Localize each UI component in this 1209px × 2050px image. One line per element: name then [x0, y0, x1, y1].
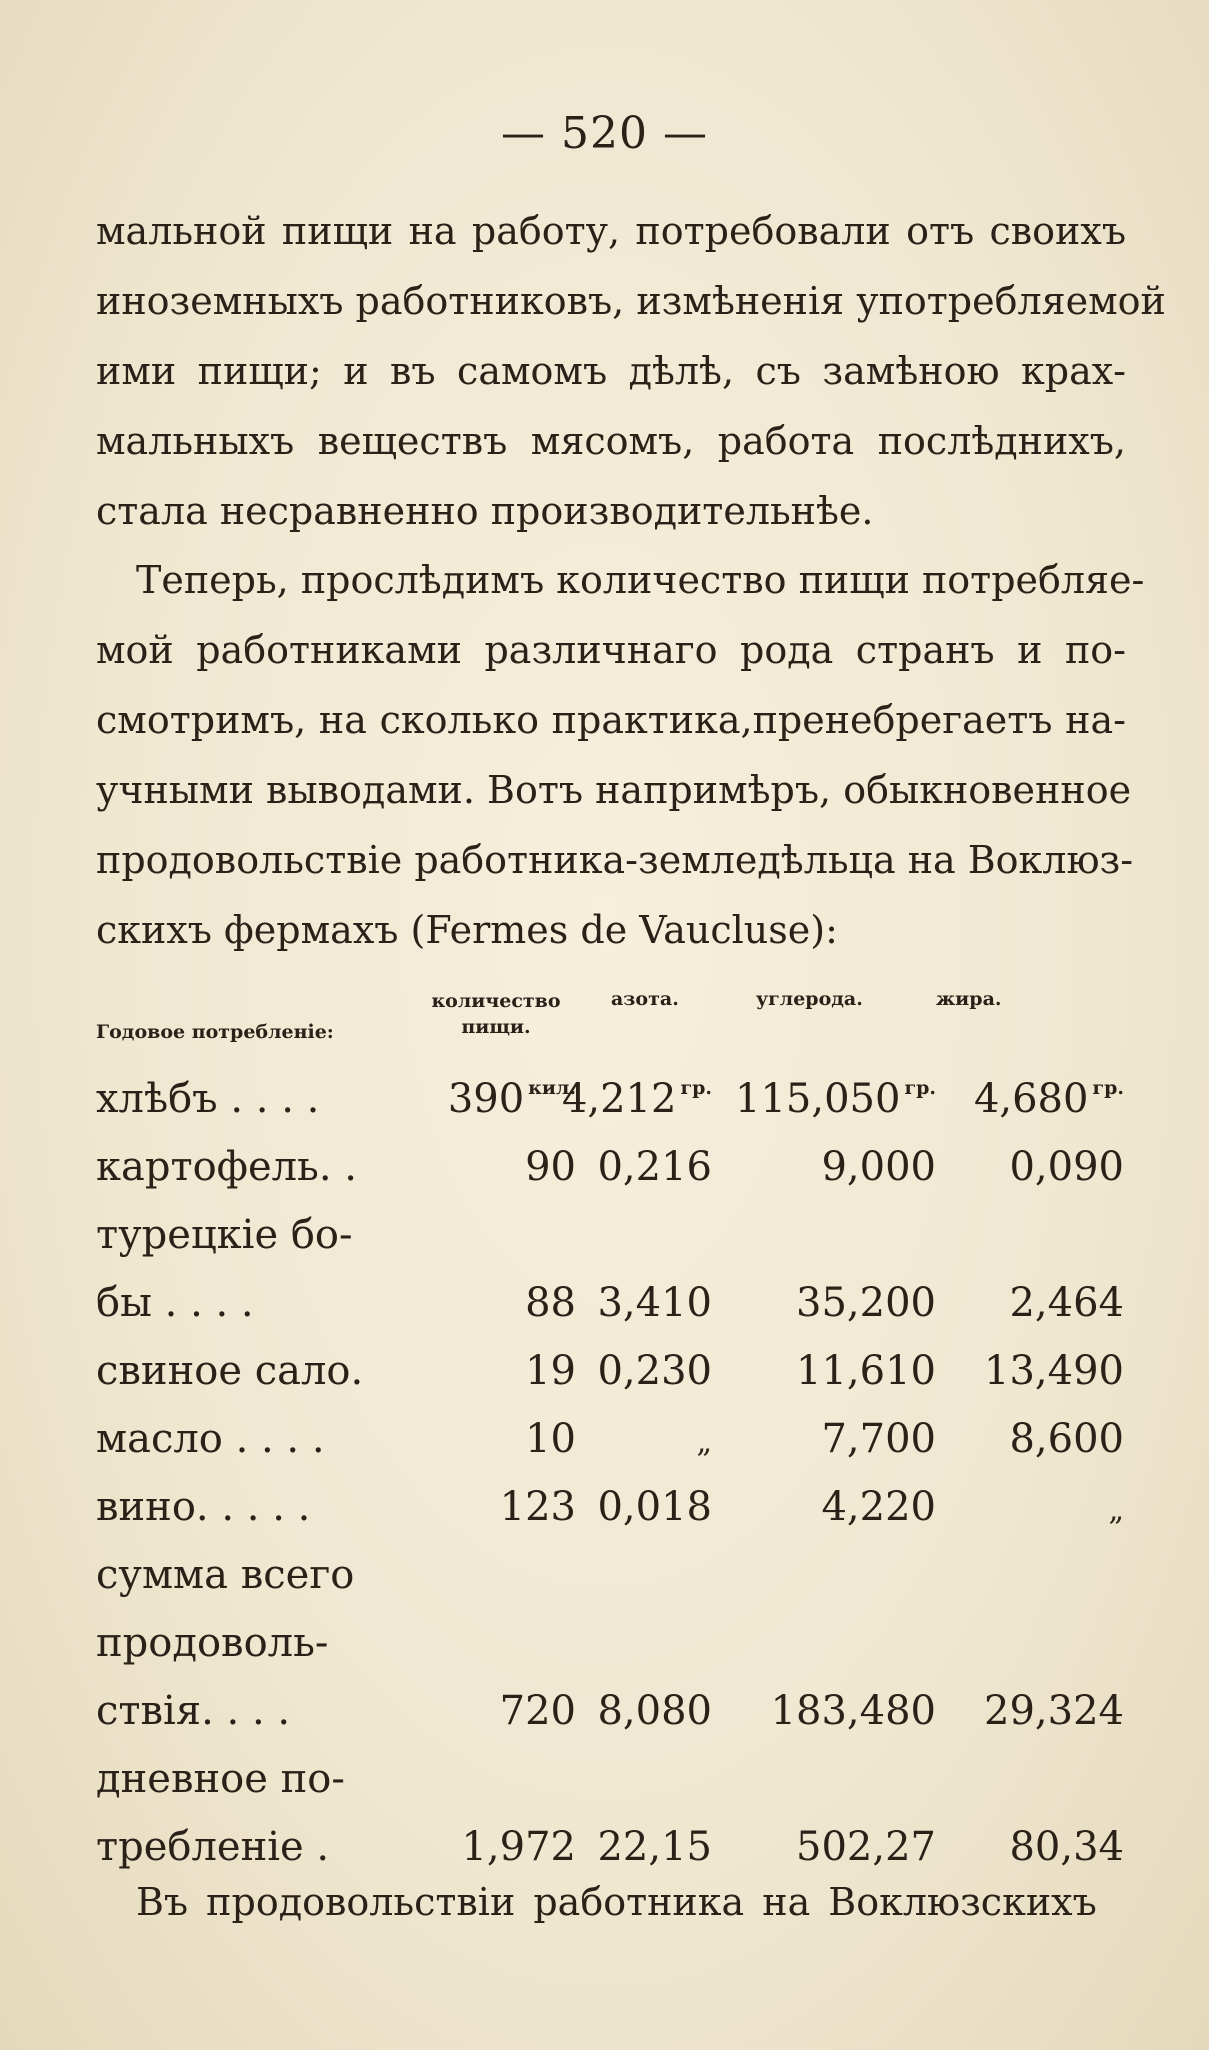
text-line: продовольствіе работника-земледѣльца на Воклюз- — [96, 838, 1134, 882]
unit-label: гр. — [680, 1077, 712, 1099]
text-line: мальной пищи на работу, потребовали отъ своихъ — [96, 209, 1126, 253]
row-label: картофель. . — [96, 1144, 357, 1190]
cell-carbon — [796, 1348, 936, 1394]
cell-nitrogen-value: 22,15 — [597, 1824, 712, 1870]
cell-fat-value: 2,464 — [1009, 1280, 1124, 1326]
header-quantity-line2: пищи. — [461, 1016, 531, 1038]
table-row — [96, 1204, 1136, 1272]
text-line: смотримъ, на сколько практика,пренебрегаетъ на- — [96, 698, 1126, 742]
table-row — [96, 1748, 1136, 1816]
header-quantity-line1: количество — [431, 990, 561, 1012]
cell-quantity-value: 390 — [447, 1076, 525, 1122]
row-label: ствія. . . . — [96, 1688, 291, 1734]
cell-fat-value: 80,34 — [1009, 1824, 1124, 1870]
cell-quantity-value: 90 — [525, 1144, 576, 1190]
cell-carbon — [771, 1688, 936, 1734]
cell-quantity-value: 88 — [525, 1280, 576, 1326]
cell-nitrogen — [597, 1824, 712, 1870]
cell-carbon — [821, 1144, 936, 1190]
cell-nitrogen — [562, 1076, 712, 1122]
cell-fat — [984, 1688, 1124, 1734]
cell-nitrogen — [597, 1348, 712, 1394]
text-line: стала несравненно производительнѣе. — [96, 489, 874, 533]
unit-label: кил. — [528, 1077, 576, 1099]
cell-carbon-value: 35,200 — [796, 1280, 936, 1326]
cell-quantity — [500, 1484, 576, 1530]
cell-carbon — [821, 1416, 936, 1462]
row-label: турецкіе бо- — [96, 1212, 353, 1258]
cell-nitrogen-value: 0,230 — [597, 1348, 712, 1394]
cell-nitrogen-value: „ — [696, 1425, 712, 1460]
row-label: масло . . . . — [96, 1416, 325, 1462]
table-row — [96, 1680, 1136, 1748]
cell-carbon — [796, 1280, 936, 1326]
row-label: продоволь- — [96, 1620, 329, 1666]
unit-label: гр. — [904, 1077, 936, 1099]
table-row — [96, 1612, 1136, 1680]
cell-fat — [1009, 1144, 1124, 1190]
cell-fat — [1009, 1824, 1124, 1870]
text-line: мальныхъ веществъ мясомъ, работа послѣднихъ, — [96, 419, 1126, 463]
cell-carbon — [821, 1484, 936, 1530]
cell-fat — [974, 1076, 1124, 1122]
cell-fat-value: 13,490 — [984, 1348, 1124, 1394]
cell-quantity-value: 720 — [499, 1688, 576, 1734]
row-label: вино. . . . . — [96, 1484, 311, 1530]
cell-nitrogen — [696, 1416, 712, 1462]
cell-nitrogen-value: 8,080 — [597, 1688, 712, 1734]
cell-carbon-value: 4,220 — [821, 1484, 936, 1530]
cell-quantity — [525, 1144, 576, 1190]
unit-label: гр. — [1092, 1077, 1124, 1099]
cell-quantity — [525, 1348, 576, 1394]
cell-carbon-value: 183,480 — [770, 1688, 936, 1734]
table-row — [96, 1476, 1136, 1544]
header-annual-consumption: Годовое потребленіе: — [96, 1021, 334, 1043]
text-line: Теперь, прослѣдимъ количество пищи потребляе- — [136, 558, 1145, 602]
table-row — [96, 1816, 1136, 1884]
table-row — [96, 1272, 1136, 1340]
text-line: ими пищи; и въ самомъ дѣлѣ, съ замѣною крах- — [96, 349, 1126, 393]
header-fat: жира. — [936, 988, 1002, 1010]
cell-nitrogen-value: 3,410 — [597, 1280, 712, 1326]
cell-quantity — [448, 1076, 576, 1122]
table-header — [96, 988, 1136, 1068]
row-label: дневное по- — [96, 1756, 345, 1802]
cell-carbon-value: 11,610 — [796, 1348, 936, 1394]
cell-nitrogen — [597, 1144, 712, 1190]
text-line: скихъ фермахъ (Fermes de Vaucluse): — [96, 908, 838, 952]
table-row — [96, 1136, 1136, 1204]
header-nitrogen: азота. — [611, 988, 679, 1010]
cell-nitrogen — [597, 1280, 712, 1326]
paragraph-3: Въ продовольствіи работника на Воклюзскихъ — [136, 1880, 1097, 1924]
paragraph-1 — [96, 196, 1166, 546]
cell-carbon-value: 115,050 — [735, 1076, 901, 1122]
header-quantity — [416, 988, 576, 1040]
cell-quantity — [525, 1280, 576, 1326]
text-line: иноземныхъ работниковъ, измѣненія употребляемой — [96, 279, 1166, 323]
cell-fat — [1009, 1416, 1124, 1462]
cell-carbon — [796, 1824, 936, 1870]
table-body — [96, 1068, 1136, 1884]
cell-fat — [1009, 1280, 1124, 1326]
cell-nitrogen-value: 4,212 — [561, 1076, 677, 1122]
cell-fat — [1108, 1484, 1124, 1530]
cell-fat — [984, 1348, 1124, 1394]
cell-quantity-value: 10 — [525, 1416, 576, 1462]
cell-nitrogen — [597, 1484, 712, 1530]
paragraph-2 — [96, 545, 1145, 965]
food-consumption-table — [96, 988, 1136, 1884]
cell-nitrogen — [597, 1688, 712, 1734]
row-label: требленіе . — [96, 1824, 330, 1870]
cell-quantity-value: 19 — [525, 1348, 576, 1394]
cell-carbon — [735, 1076, 936, 1122]
cell-fat-value: „ — [1108, 1493, 1124, 1528]
table-row — [96, 1408, 1136, 1476]
row-label: хлѣбъ . . . . — [96, 1076, 320, 1122]
cell-fat-value: 29,324 — [984, 1688, 1124, 1734]
header-carbon: углерода. — [756, 988, 863, 1010]
cell-nitrogen-value: 0,216 — [597, 1144, 712, 1190]
cell-fat-value: 8,600 — [1009, 1416, 1124, 1462]
cell-carbon-value: 7,700 — [821, 1416, 936, 1462]
cell-quantity — [461, 1824, 576, 1870]
cell-carbon-value: 9,000 — [821, 1144, 936, 1190]
cell-nitrogen-value: 0,018 — [597, 1484, 712, 1530]
table-row — [96, 1068, 1136, 1136]
cell-quantity-value: 1,972 — [461, 1824, 576, 1870]
row-label: свиное сало. — [96, 1348, 364, 1394]
table-row — [96, 1544, 1136, 1612]
cell-fat-value: 4,680 — [973, 1076, 1089, 1122]
cell-quantity — [525, 1416, 576, 1462]
text-line: мой работниками различнаго рода странъ и по- — [96, 628, 1126, 672]
cell-fat-value: 0,090 — [1009, 1144, 1124, 1190]
row-label: бы . . . . — [96, 1280, 254, 1326]
page-number: — 520 — — [501, 108, 708, 159]
cell-carbon-value: 502,27 — [796, 1824, 936, 1870]
text-line: учными выводами. Вотъ напримѣръ, обыкновенное — [96, 768, 1132, 812]
table-row — [96, 1340, 1136, 1408]
cell-quantity-value: 123 — [499, 1484, 576, 1530]
row-label: сумма всего — [96, 1552, 355, 1598]
cell-quantity — [500, 1688, 576, 1734]
